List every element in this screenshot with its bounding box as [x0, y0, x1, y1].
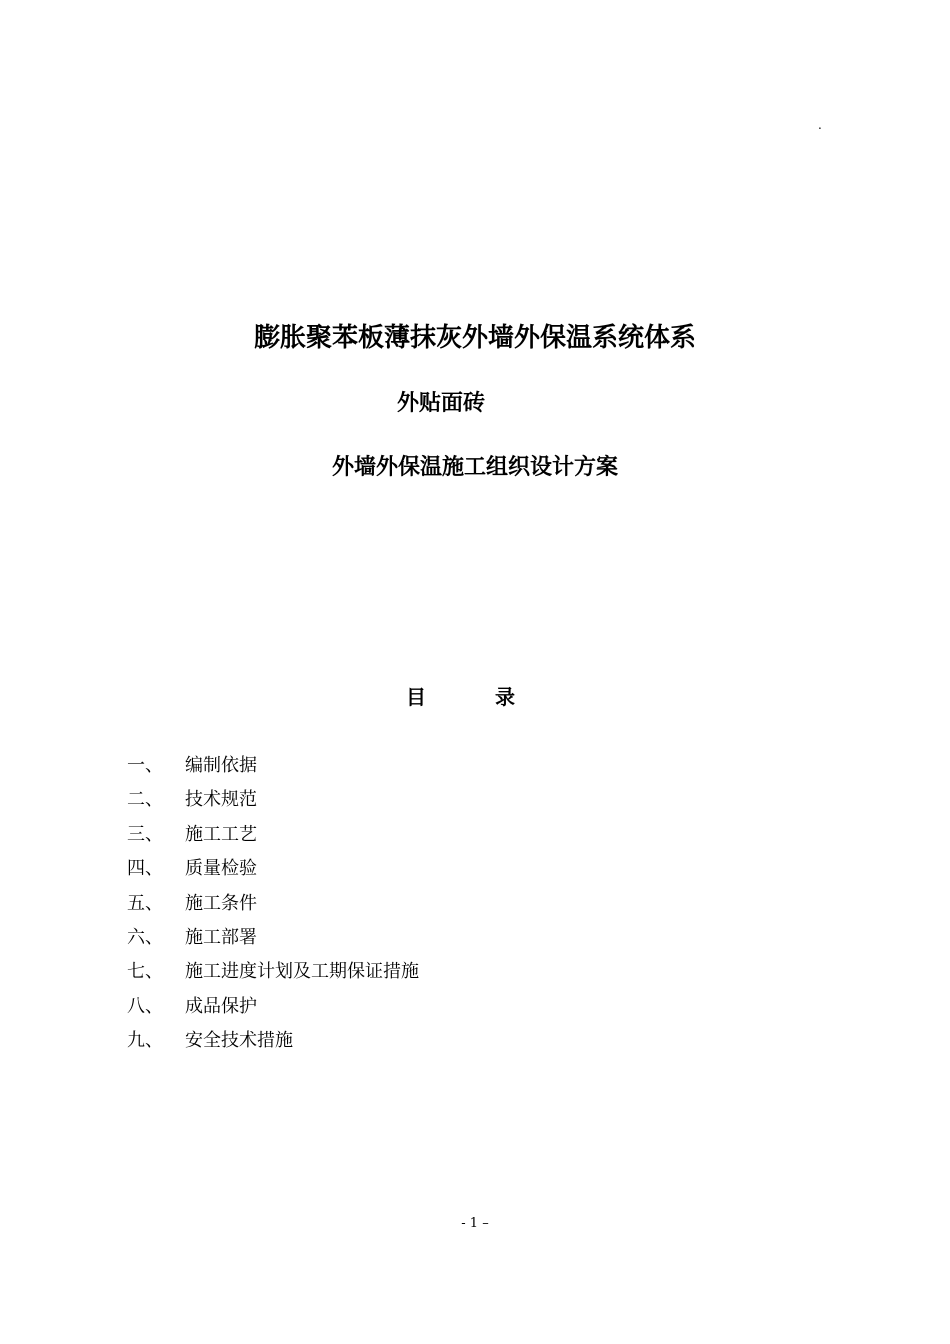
toc-item-number: 四、	[127, 858, 163, 880]
toc-item-label: 质量检验	[185, 858, 257, 880]
toc-heading-char-1: 目	[406, 685, 426, 709]
toc-item-number: 五、	[127, 892, 163, 914]
toc-item-label: 施工进度计划及工期保证措施	[185, 961, 419, 983]
toc-item-label: 施工条件	[185, 892, 257, 914]
document-subtitle-plan: 外墙外保温施工组织设计方案	[331, 454, 618, 480]
header-mark: .	[818, 118, 822, 132]
toc-item	[127, 752, 419, 786]
toc-item	[127, 924, 419, 958]
toc-heading	[0, 682, 950, 712]
toc-item-label: 编制依据	[185, 755, 257, 776]
toc-item-number: 一、	[127, 755, 163, 776]
toc-item	[127, 993, 419, 1027]
toc-item-label: 技术规范	[185, 789, 257, 811]
toc-heading-char-2: 录	[495, 685, 515, 709]
document-subtitle-tiles: 外贴面砖	[397, 390, 486, 416]
toc-item-label: 施工工艺	[185, 823, 257, 845]
toc-item	[127, 821, 419, 855]
toc-item-number: 七、	[127, 961, 163, 983]
toc-item-number: 三、	[127, 823, 163, 845]
page-number: - 1 –	[461, 1216, 489, 1231]
toc-item-number: 六、	[127, 926, 163, 948]
toc-item-number: 九、	[127, 1030, 163, 1052]
toc-item-number: 二、	[127, 789, 163, 811]
toc-item	[127, 786, 419, 820]
toc-item-number: 八、	[127, 995, 163, 1017]
toc-item	[127, 890, 419, 924]
toc-item	[127, 1027, 419, 1061]
toc-item-label: 施工部署	[185, 926, 257, 948]
toc-item-label: 安全技术措施	[185, 1030, 293, 1052]
toc-item-label: 成品保护	[185, 995, 257, 1017]
document-title: 膨胀聚苯板薄抹灰外墙外保温系统体系	[253, 323, 696, 353]
table-of-contents	[127, 752, 419, 1062]
toc-item	[127, 958, 419, 992]
toc-item	[127, 855, 419, 889]
